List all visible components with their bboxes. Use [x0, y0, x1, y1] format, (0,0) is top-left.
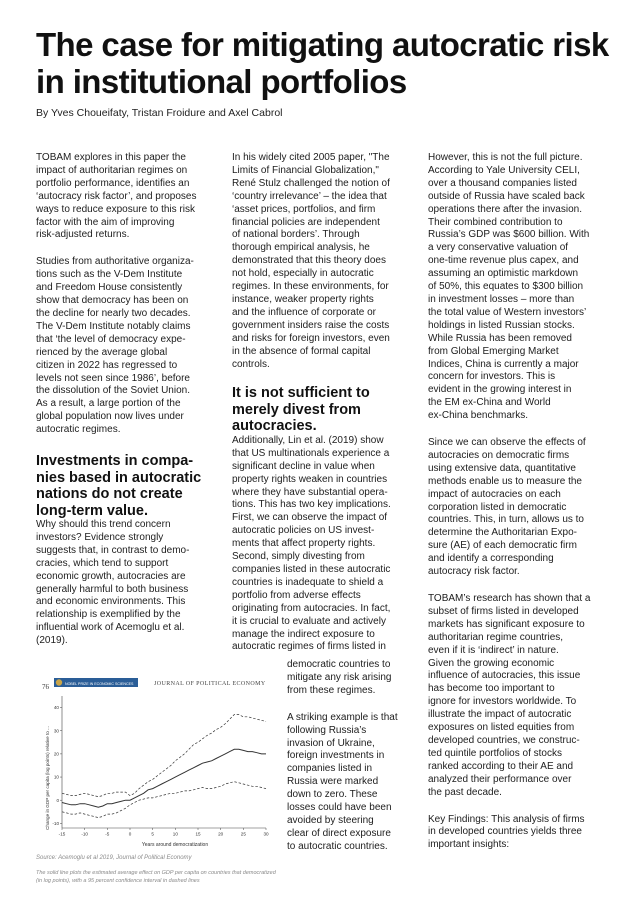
x-tick-label: 10 — [172, 831, 178, 837]
intro-paragraph: TOBAM explores in this paper the impact of authoritarian regimes on portfolio performance, identifies an ‘autocracy risk factor’, and proposes ways to reduce exposure to this risk factor with the aim of improving risk-adjusted returns. — [36, 152, 197, 241]
estimate-line — [62, 749, 266, 807]
y-tick-label: 40 — [53, 705, 59, 711]
full-picture-paragraph: However, this is not the full picture. According to Yale University CELI, over a thousand companies listed outside of Russia have scaled back operations there after the invasion. Their combined contribution to Russia’s GDP was $600 billion. With a very conservative valuation of one-time revenue plus capex, and assuming an optimistic markdown of 50%, this equates to $300 billion in investment losses – more than the total value of Western investors’ holdings in listed Russian stocks. While Russia has been removed from Global Emerging Market Indices, China is currently a major concern for investors. This is evident in the growing interest in the EM ex-China and World ex-China benchmarks. — [428, 152, 590, 422]
x-tick-label: 0 — [128, 831, 132, 837]
democracy-decline-paragraph: Studies from authoritative organiza- tions such as the V-Dem Institute and Freedom House consistently show that democracy has been on the decline for nearly two decades. The V-Dem Institute notably claims that ‘the level of democracy expe- rienced by the average global citizen in 2022 has regressed to levels not seen since 1986’, before the dissolution of the Soviet Union. As a result, a large portion of the global population now lives under autocratic regimes. — [36, 256, 194, 436]
tobam-research-paragraph: TOBAM’s research has shown that a subset of firms listed in developed markets has significant exposure to authoritarian regime countries, even if it is ‘indirect’ in nature. Given the growing economic influence of autocracies, this issue has become too important to ignore for investors worldwide. To illustrate the impact of autocratic exposures on listed equities from developed countries, we construc- ted quintile portfolios of stocks ranked according to their AE and analyzed their performance over the past decade. — [428, 593, 591, 798]
y-tick-label: -10 — [52, 820, 59, 826]
column-middle — [232, 152, 418, 654]
y-tick-label: 0 — [56, 797, 59, 803]
key-findings-paragraph: Key Findings: This analysis of firms in developed countries yields three important insights: — [428, 813, 585, 851]
y-axis-label: Change in GDP per capita (log points) relative to ... — [45, 726, 50, 830]
x-axis-label: Years around democratization — [141, 842, 209, 848]
stulz-paragraph: In his widely cited 2005 paper, "The Limits of Financial Globalization," René Stulz challenged the notion of ‘country irrelevance’ – the idea that ‘asset prices, portfolios, and firm financial policies are independent of national borders’. Through thorough empirical analysis, he demonstrated that this theory does not hold, especially in autocratic regimes. In these environments, for instance, weaker property rights and the influence of corporate or government insiders raise the costs and risks for foreign investors, even in the absence of formal capital controls. — [232, 152, 390, 370]
section-heading-divest: It is not sufficient to merely divest from autocracies. — [232, 385, 370, 435]
y-tick-label: 10 — [53, 774, 59, 780]
trend-concern-paragraph: Why should this trend concern investors? Evidence strongly suggests that, in contrast to demo- cracies, which tend to support economic growth, autocracies are generally harmful to both business and economic environments. This relationship is exemplified by the influential work of Acemoglu et al. (2019). — [36, 519, 190, 647]
y-tick-label: 20 — [53, 751, 59, 757]
journal-figure — [36, 668, 276, 890]
article-title: The case for mitigating autocratic risk in institutional portfolios — [36, 26, 609, 100]
nobel-banner-text: NOBEL PRIZE IN ECONOMIC SCIENCES — [65, 681, 134, 686]
confidence-band-line — [62, 715, 266, 797]
x-tick-label: -15 — [58, 831, 66, 837]
x-tick-label: 25 — [240, 831, 246, 837]
medal-icon — [56, 679, 62, 685]
y-tick-label: 30 — [53, 728, 59, 734]
confidence-band-line — [62, 782, 266, 818]
x-tick-label: 20 — [218, 831, 224, 837]
x-tick-label: 30 — [263, 831, 269, 837]
russia-example-paragraph: A striking example is that following Russia’s invasion of Ukraine, foreign investments in companies listed in Russia were marked down to zero. These losses could have been avoided by steering clear of direct exposure to autocratic countries. — [287, 711, 398, 852]
column-right — [428, 152, 614, 852]
journal-page-number: 76 — [42, 683, 49, 691]
column-left — [36, 152, 221, 648]
x-tick-label: -5 — [105, 831, 110, 837]
figure-note: The solid line plots the estimated average effect on GDP per capita on countries that democratized (in log points), with a 95 percent confidence interval in dashed lines — [36, 870, 276, 884]
lin-paragraph-continued: democratic countries to mitigate any risk arising from these regimes. — [287, 659, 392, 696]
quantitative-methods-paragraph: Since we can observe the effects of autocracies on democratic firms using extensive data, quantitative methods enable us to measure the impact of autocracies on each corporation listed in democratic countries. This, in turn, allows us to determine the Authoritarian Expo- sure (AE) of each democratic firm and identify a corresponding autocracy risk factor. — [428, 437, 586, 578]
figure-source: Source: Acemoglu et al 2019, Journal of Political Economy — [36, 855, 192, 861]
journal-page-image — [36, 668, 276, 852]
lin-paragraph: Additionally, Lin et al. (2019) show that US multinationals experience a significant decline in value when property rights weaken in countries where they have substantial opera- tions. This has two key implications. First, we can observe the impact of autocratic policies on US invest- ments that affect property rights. Second, simply divesting from companies listed in these autocratic countries is inadequate to shield a portfolio from adverse effects originating from autocracies. In fact, it is crucial to evaluate and actively manage the indirect exposure to autocratic regimes of firms listed in — [232, 434, 391, 653]
author-byline: By Yves Choueifaty, Tristan Froidure and Axel Cabrol — [36, 107, 283, 119]
journal-name: JOURNAL OF POLITICAL ECONOMY — [154, 681, 266, 687]
plot-area — [52, 696, 269, 837]
x-tick-label: 15 — [195, 831, 201, 837]
x-tick-label: -10 — [81, 831, 88, 837]
section-heading-long-term-value: Investments in compa- nies based in autocratic nations do not create long-term value. — [36, 453, 202, 519]
column-middle-continued — [287, 659, 418, 854]
x-tick-label: 5 — [151, 831, 154, 837]
